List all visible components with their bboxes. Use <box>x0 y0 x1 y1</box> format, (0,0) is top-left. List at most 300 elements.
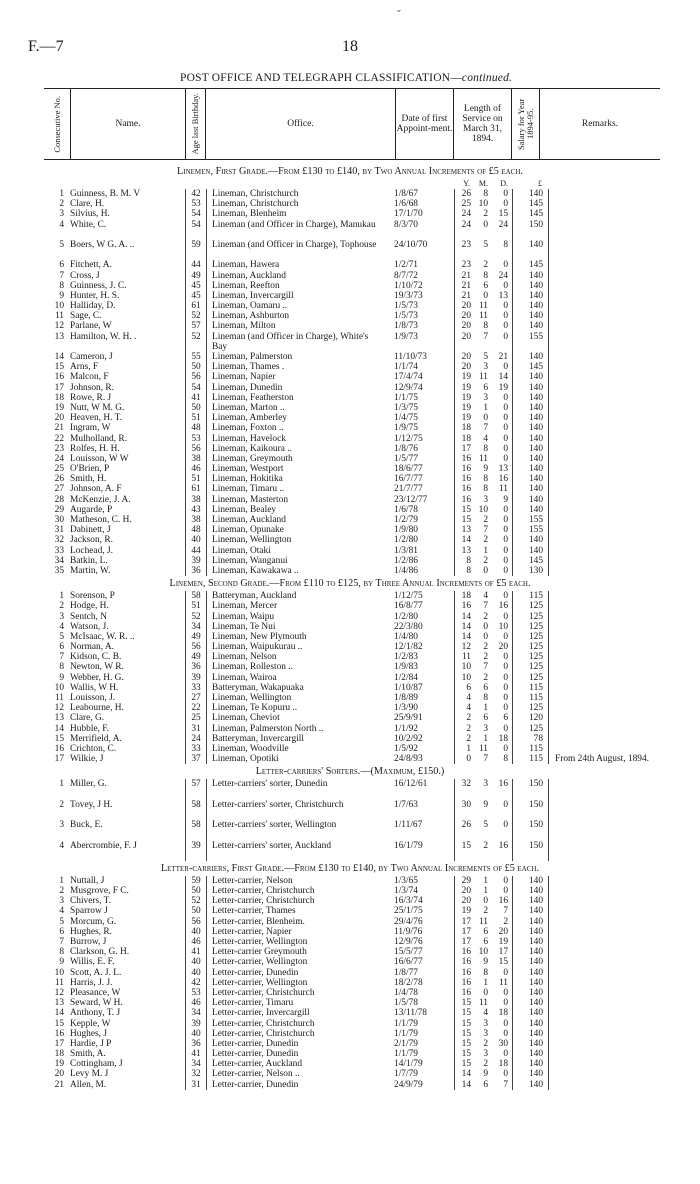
row-years: 20 <box>454 362 471 372</box>
row-months: 5 <box>483 352 488 363</box>
table-row <box>0 199 700 209</box>
table-row <box>0 652 700 662</box>
row-number: 2 <box>59 601 64 612</box>
row-salary: 140 <box>512 1069 543 1079</box>
row-age: 34 <box>185 622 207 632</box>
row-remarks <box>548 988 665 998</box>
row-office: Lineman, Foxton .. <box>212 423 284 434</box>
row-salary: 140 <box>512 1059 543 1069</box>
row-days: 0 <box>503 280 508 291</box>
row-salary: 140 <box>512 189 543 199</box>
row-number: 15 <box>54 733 64 744</box>
table-row <box>0 601 700 611</box>
row-days: 0 <box>503 591 508 602</box>
row-office: Lineman, Christchurch <box>212 189 299 199</box>
row-days: 0 <box>503 652 508 663</box>
row-age: 33 <box>185 683 207 693</box>
row-months: 8 <box>483 321 488 332</box>
row-date: 1/5/73 <box>394 301 418 312</box>
row-salary: 140 <box>512 896 543 906</box>
row-days: 0 <box>503 392 508 403</box>
row-salary: 140 <box>512 352 543 362</box>
table-row <box>0 744 700 754</box>
row-number: 8 <box>59 947 64 958</box>
col-service-header: Length of Service on March 31, 1894. <box>453 89 511 159</box>
row-name: Hubble, F. <box>70 723 110 734</box>
row-years: 21 <box>454 271 471 281</box>
row-name: Scott, A. J. L. <box>70 967 122 978</box>
row-days: 0 <box>503 631 508 642</box>
table-row <box>0 556 700 566</box>
row-years: 8 <box>454 566 471 576</box>
row-office: Lineman, Wairoa <box>212 672 277 683</box>
row-remarks <box>548 673 665 683</box>
section-title: Letter-carriers, First Grade.—From £130 to £140, by Two Annual Increments of £5 each. <box>160 862 540 874</box>
row-days: 15 <box>498 957 508 968</box>
row-years: 20 <box>454 311 471 321</box>
row-age: 46 <box>185 464 207 474</box>
row-remarks <box>548 189 665 199</box>
table-row <box>0 362 700 372</box>
row-remarks <box>548 632 665 642</box>
row-number: 9 <box>59 672 64 683</box>
row-age: 24 <box>185 734 207 744</box>
row-date: 11/10/73 <box>394 352 427 363</box>
table-row <box>0 779 700 799</box>
row-date: 24/8/93 <box>394 754 423 765</box>
row-name: Sage, C. <box>70 311 102 322</box>
row-age: 32 <box>185 1069 207 1079</box>
row-age: 43 <box>185 505 207 515</box>
row-date: 13/11/78 <box>394 1008 427 1019</box>
row-months: 6 <box>483 937 488 948</box>
row-years: 18 <box>454 591 471 601</box>
row-age: 48 <box>185 525 207 535</box>
row-months: 9 <box>483 957 488 968</box>
row-number: 1 <box>59 875 64 886</box>
row-number: 23 <box>54 443 64 454</box>
row-office: Batteryman, Auckland <box>212 591 297 602</box>
row-office: Lineman, Thames . <box>212 362 285 373</box>
row-office: Lineman, Reefton <box>212 280 280 291</box>
row-date: 18/6/77 <box>394 464 423 475</box>
row-number: 5 <box>59 631 64 642</box>
row-days: 0 <box>503 987 508 998</box>
row-years: 15 <box>454 1049 471 1059</box>
row-office: Letter-carrier, Thames <box>212 906 296 917</box>
row-date: 1/12/75 <box>394 433 423 444</box>
row-name: Nuttall, J <box>70 875 105 886</box>
table-row <box>0 372 700 382</box>
row-remarks <box>548 220 665 240</box>
row-age: 38 <box>185 454 207 464</box>
row-remarks <box>548 978 665 988</box>
table-row <box>0 978 700 988</box>
row-number: 17 <box>54 382 64 393</box>
row-days: 0 <box>503 362 508 373</box>
row-date: 1/6/68 <box>394 199 418 210</box>
row-date: 1/5/77 <box>394 453 418 464</box>
row-date: 1/5/92 <box>394 743 418 754</box>
col-age-header: Age last Birthday. <box>185 89 205 159</box>
row-name: McIsaac, W. R. .. <box>70 631 135 642</box>
row-remarks <box>548 423 665 433</box>
row-months: 1 <box>483 875 488 886</box>
table-row <box>0 454 700 464</box>
row-date: 16/3/74 <box>394 896 423 907</box>
row-office: Batteryman, Invercargill <box>212 733 304 744</box>
row-age: 52 <box>185 896 207 906</box>
row-remarks <box>548 693 665 703</box>
table-row <box>0 260 700 270</box>
row-days: 18 <box>498 1008 508 1019</box>
row-salary: 125 <box>512 673 543 683</box>
row-years: 19 <box>454 393 471 403</box>
row-number: 19 <box>54 1059 64 1070</box>
row-date: 22/3/80 <box>394 621 423 632</box>
row-years: 4 <box>454 703 471 713</box>
row-number: 1 <box>59 779 64 790</box>
row-number: 13 <box>54 713 64 724</box>
row-number: 1 <box>59 189 64 199</box>
row-remarks <box>548 362 665 372</box>
table-row <box>0 474 700 484</box>
row-salary: 150 <box>512 779 543 799</box>
row-salary: 140 <box>512 505 543 515</box>
row-months: 5 <box>483 239 488 250</box>
row-office: Letter-carrier, Dunedin <box>212 1038 299 1049</box>
row-salary: 150 <box>512 220 543 240</box>
row-office: Lineman, Opunake <box>212 525 284 536</box>
row-age: 44 <box>185 260 207 270</box>
row-months: 8 <box>483 484 488 495</box>
row-days: 0 <box>503 875 508 886</box>
row-salary: 140 <box>512 876 543 886</box>
row-date: 1/8/76 <box>394 443 418 454</box>
row-salary: 155 <box>512 515 543 525</box>
row-number: 2 <box>59 799 64 810</box>
table-row <box>0 209 700 219</box>
row-remarks <box>548 744 665 754</box>
row-remarks <box>548 240 665 260</box>
row-date: 1/1/92 <box>394 723 418 734</box>
row-office: Letter-carriers' sorter, Auckland <box>212 840 332 851</box>
row-name: Hardie, J P <box>70 1038 112 1049</box>
row-date: 16/1/79 <box>394 840 423 851</box>
row-office: Lineman, Kawakawa .. <box>212 565 299 576</box>
row-number: 8 <box>59 280 64 291</box>
table-row <box>0 693 700 703</box>
row-remarks <box>548 332 665 352</box>
row-office: Lineman, Wellington <box>212 535 292 546</box>
row-salary: 140 <box>512 321 543 331</box>
row-months: 11 <box>478 998 488 1009</box>
row-age: 42 <box>185 978 207 988</box>
row-months: 11 <box>478 301 488 312</box>
table-row <box>0 291 700 301</box>
row-name: Ingram, W <box>70 423 111 434</box>
row-date: 18/2/78 <box>394 977 423 988</box>
row-salary: 140 <box>512 281 543 291</box>
row-age: 38 <box>185 515 207 525</box>
row-date: 1/10/87 <box>394 682 423 693</box>
row-days: 16 <box>498 840 508 851</box>
row-age: 53 <box>185 199 207 209</box>
row-remarks <box>548 484 665 494</box>
row-age: 59 <box>185 240 207 260</box>
row-months: 4 <box>483 1008 488 1019</box>
row-months: 1 <box>483 733 488 744</box>
row-months: 4 <box>483 591 488 602</box>
row-remarks <box>548 734 665 744</box>
row-days: 0 <box>503 1028 508 1039</box>
table-row <box>0 240 700 260</box>
row-number: 17 <box>54 1038 64 1049</box>
row-date: 1/1/75 <box>394 392 418 403</box>
row-date: 1/6/78 <box>394 504 418 515</box>
row-office: Letter-carriers' sorter, Wellington <box>212 820 337 831</box>
row-name: Hunter, H. S. <box>70 290 120 301</box>
row-days: 0 <box>503 433 508 444</box>
row-remarks <box>548 301 665 311</box>
row-date: 24/10/70 <box>394 239 428 250</box>
row-salary: 140 <box>512 291 543 301</box>
row-date: 1/9/80 <box>394 525 418 536</box>
row-age: 50 <box>185 362 207 372</box>
table-row <box>0 1049 700 1059</box>
row-age: 41 <box>185 393 207 403</box>
row-days: 6 <box>503 713 508 724</box>
row-days: 0 <box>503 998 508 1009</box>
row-number: 31 <box>54 525 64 536</box>
row-office: Lineman (and Officer in Charge), Manukau <box>212 219 376 230</box>
row-office: Lineman, Featherston <box>212 392 294 403</box>
row-remarks <box>548 434 665 444</box>
row-remarks <box>548 352 665 362</box>
row-remarks <box>548 622 665 632</box>
row-salary: 155 <box>512 332 543 352</box>
row-years: 0 <box>454 754 471 764</box>
row-number: 18 <box>54 1049 64 1060</box>
table-row <box>0 1059 700 1069</box>
row-number: 14 <box>54 352 64 363</box>
row-date: 16/6/77 <box>394 957 423 968</box>
row-years: 16 <box>454 988 471 998</box>
row-remarks <box>548 464 665 474</box>
row-months: 7 <box>483 331 488 342</box>
row-remarks <box>548 652 665 662</box>
table-row <box>0 566 700 576</box>
row-office: Lineman, Waipu <box>212 611 275 622</box>
row-remarks <box>548 403 665 413</box>
row-age: 54 <box>185 383 207 393</box>
table-row <box>0 423 700 433</box>
row-date: 1/7/63 <box>394 799 418 810</box>
row-number: 4 <box>59 621 64 632</box>
row-number: 3 <box>59 820 64 831</box>
row-days: 19 <box>498 937 508 948</box>
row-date: 21/7/77 <box>394 484 423 495</box>
row-days: 0 <box>503 1018 508 1029</box>
row-remarks <box>548 601 665 611</box>
row-date: 1/2/86 <box>394 555 418 566</box>
row-name: White, C. <box>70 219 107 230</box>
row-days: 11 <box>498 977 508 988</box>
row-months: 6 <box>483 682 488 693</box>
row-number: 27 <box>54 484 64 495</box>
row-months: 4 <box>483 433 488 444</box>
row-years: 19 <box>454 403 471 413</box>
table-row <box>0 876 700 886</box>
row-remarks <box>548 1049 665 1059</box>
row-date: 14/1/79 <box>394 1059 423 1070</box>
row-years: 24 <box>454 209 471 219</box>
row-date: 1/12/75 <box>394 591 423 602</box>
row-days: 20 <box>498 642 508 653</box>
row-office: Letter-carrier, Wellington <box>212 977 308 988</box>
row-date: 19/3/73 <box>394 290 423 301</box>
row-months: 11 <box>478 453 488 464</box>
row-name: Smith, H. <box>70 474 107 485</box>
row-name: Rolfes, H. H. <box>70 443 120 454</box>
row-remarks <box>548 612 665 622</box>
row-months: 11 <box>478 743 488 754</box>
table-row <box>0 546 700 556</box>
row-office: Letter-carrier, Christchurch <box>212 1028 315 1039</box>
row-number: 21 <box>54 423 64 434</box>
row-age: 38 <box>185 495 207 505</box>
row-office: Lineman, Te Kopuru .. <box>212 703 298 714</box>
row-remarks <box>548 495 665 505</box>
row-months: 0 <box>483 987 488 998</box>
row-months: 5 <box>483 820 488 831</box>
table-row <box>0 906 700 916</box>
row-number: 1 <box>59 591 64 602</box>
row-days: 21 <box>498 352 508 363</box>
row-date: 8/3/70 <box>394 219 418 230</box>
row-days: 7 <box>503 1079 508 1090</box>
row-name: Webber, H. G. <box>70 672 124 683</box>
row-remarks <box>548 876 665 886</box>
row-date: 1/9/75 <box>394 423 418 434</box>
row-months: 2 <box>483 642 488 653</box>
row-office: Lineman, Bealey <box>212 504 277 515</box>
row-salary: 140 <box>512 1008 543 1018</box>
row-days: 16 <box>498 601 508 612</box>
row-office: Letter-carrier, Nelson .. <box>212 1069 300 1080</box>
table-row <box>0 673 700 683</box>
row-days: 16 <box>498 474 508 485</box>
row-remarks <box>548 800 665 820</box>
table-row <box>0 937 700 947</box>
row-office: Letter-carrier, Dunedin <box>212 1049 299 1060</box>
row-name: Buck, E. <box>70 820 103 831</box>
row-office: Lineman, Te Nui <box>212 621 276 632</box>
row-months: 0 <box>483 621 488 632</box>
row-number: 3 <box>59 611 64 622</box>
row-date: 1/4/75 <box>394 413 418 424</box>
row-number: 14 <box>54 723 64 734</box>
row-office: Lineman, Wellington <box>212 693 292 704</box>
row-age: 37 <box>185 754 207 764</box>
row-office: Lineman, Woodville <box>212 743 289 754</box>
row-months: 8 <box>483 443 488 454</box>
row-days: 2 <box>503 916 508 927</box>
unit-days: D. <box>500 179 508 188</box>
row-years: 14 <box>454 612 471 622</box>
row-days: 0 <box>503 443 508 454</box>
row-age: 34 <box>185 1059 207 1069</box>
row-age: 45 <box>185 291 207 301</box>
row-name: Jackson, R. <box>70 535 113 546</box>
row-date: 24/9/79 <box>394 1079 423 1090</box>
row-days: 18 <box>498 1059 508 1070</box>
row-date: 17/1/70 <box>394 209 423 220</box>
row-remarks <box>548 906 665 916</box>
row-date: 1/3/74 <box>394 886 418 897</box>
row-years: 10 <box>454 662 471 672</box>
row-months: 7 <box>483 601 488 612</box>
row-salary: 140 <box>512 413 543 423</box>
row-number: 10 <box>54 967 64 978</box>
table-row <box>0 927 700 937</box>
row-date: 11/9/76 <box>394 926 423 937</box>
row-office: Lineman, Christchurch <box>212 199 299 210</box>
row-name: Crichton, C. <box>70 743 117 754</box>
row-salary: 140 <box>512 474 543 484</box>
row-salary: 125 <box>512 632 543 642</box>
row-salary: 125 <box>512 703 543 713</box>
row-office: Lineman, Kaikoura .. <box>212 443 292 454</box>
row-name: Leabourne, H. <box>70 703 124 714</box>
row-date: 16/8/77 <box>394 601 423 612</box>
row-salary: 140 <box>512 917 543 927</box>
row-office: Lineman, Palmerston <box>212 352 293 363</box>
row-office: Letter-carrier, Timaru <box>212 998 294 1009</box>
row-office: Lineman, New Plymouth <box>212 631 307 642</box>
row-months: 9 <box>483 1069 488 1080</box>
row-number: 7 <box>59 270 64 281</box>
row-remarks <box>548 1008 665 1018</box>
row-remarks <box>548 454 665 464</box>
row-years: 14 <box>454 1069 471 1079</box>
row-days: 0 <box>503 535 508 546</box>
row-months: 1 <box>483 886 488 897</box>
table-row <box>0 189 700 199</box>
row-days: 24 <box>498 219 508 230</box>
row-date: 1/5/78 <box>394 998 418 1009</box>
row-days: 0 <box>503 402 508 413</box>
table-row <box>0 271 700 281</box>
table-row <box>0 1008 700 1018</box>
section-title: Letter-carriers' Sorters.—(Maximum, £150.) <box>255 766 445 778</box>
row-date: 1/1/74 <box>394 362 418 373</box>
row-salary: 140 <box>512 372 543 382</box>
table-row <box>0 1039 700 1049</box>
row-salary: 140 <box>512 1049 543 1059</box>
row-salary: 120 <box>512 713 543 723</box>
row-age: 25 <box>185 713 207 723</box>
row-salary: 125 <box>512 601 543 611</box>
row-age: 51 <box>185 474 207 484</box>
row-name: Norman, A. <box>70 642 115 653</box>
row-remarks <box>548 515 665 525</box>
row-age: 27 <box>185 693 207 703</box>
table-row <box>0 515 700 525</box>
row-age: 22 <box>185 703 207 713</box>
caption-continued: continued. <box>461 72 513 84</box>
row-months: 3 <box>483 494 488 505</box>
